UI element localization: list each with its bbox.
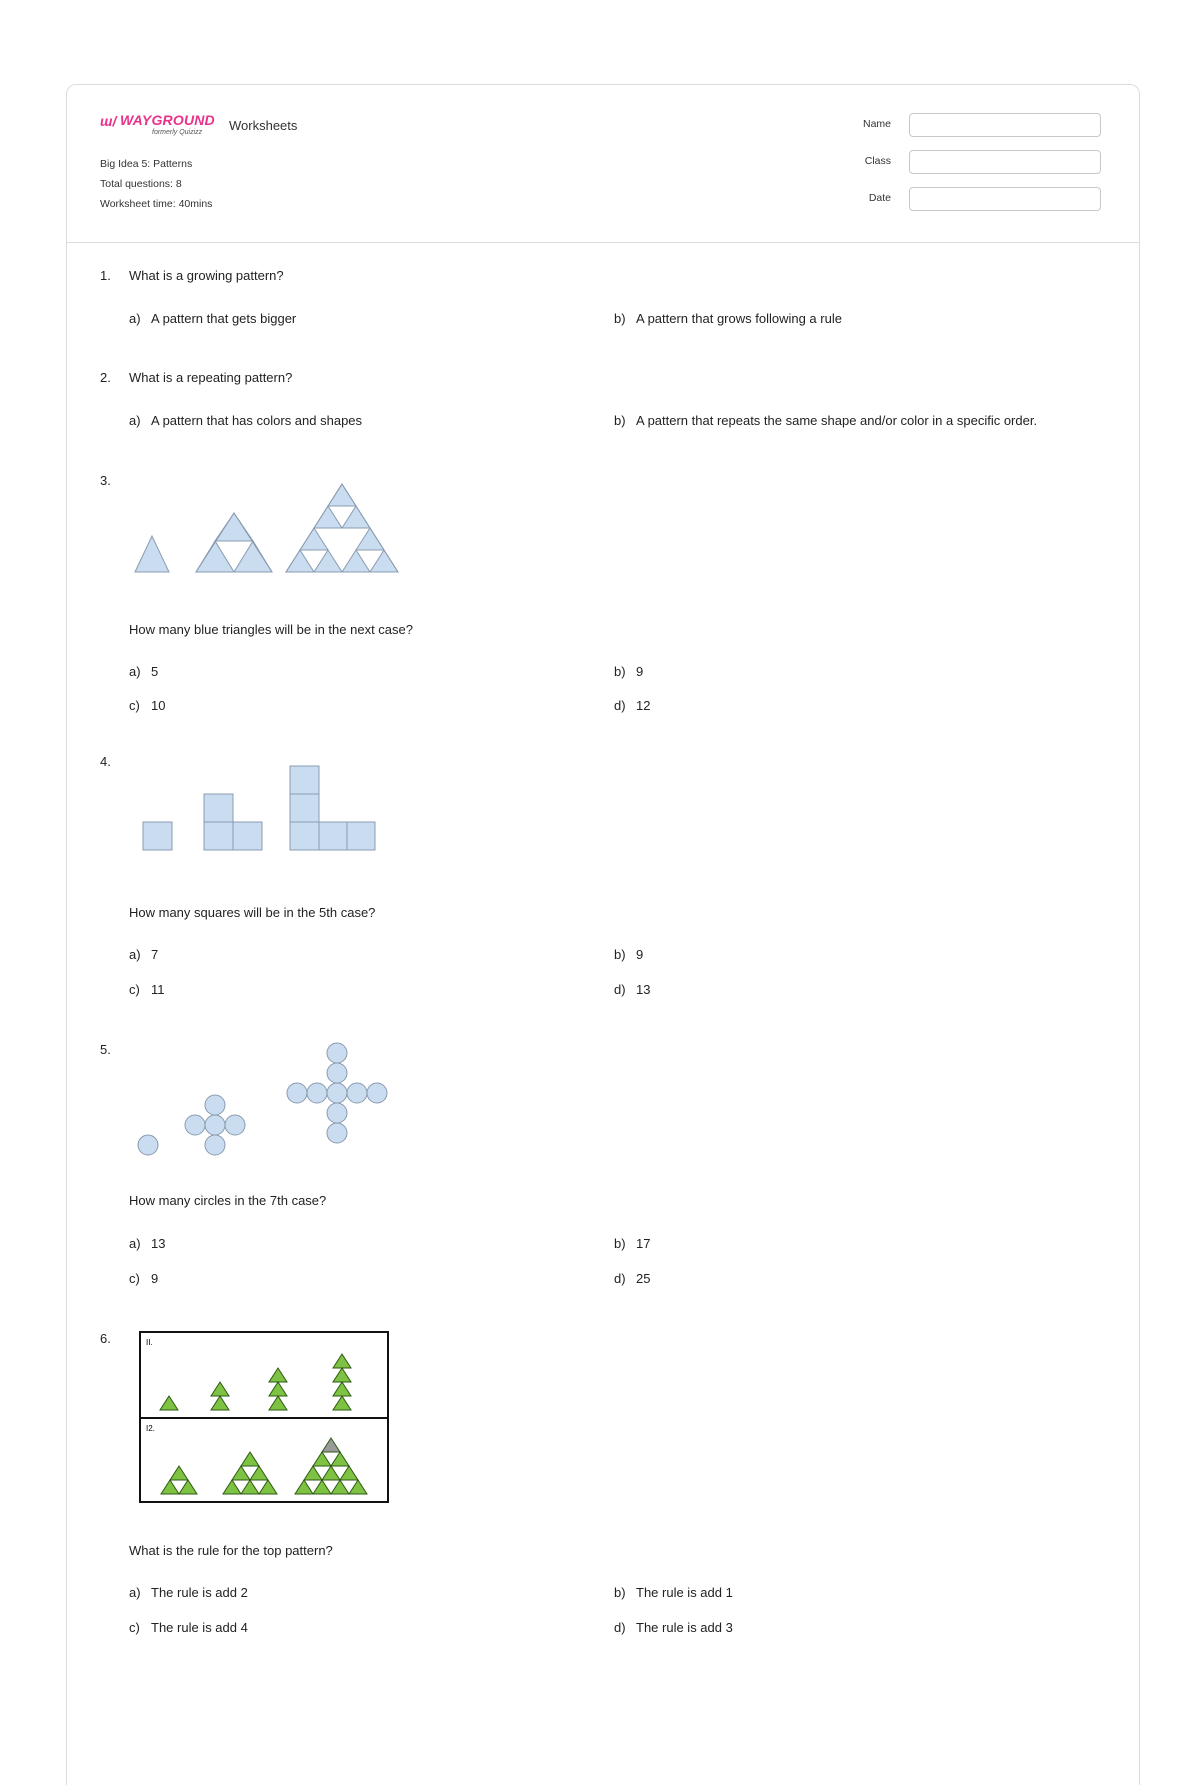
question-number: 3. <box>100 473 111 488</box>
worksheet-title: Big Idea 5: Patterns <box>100 158 193 170</box>
option-text: A pattern that grows following a rule <box>636 311 842 326</box>
circle-shape <box>327 1063 347 1083</box>
option-text: The rule is add 1 <box>636 1585 733 1600</box>
figure-label: I2. <box>146 1424 155 1433</box>
worksheet-time: Worksheet time: 40mins <box>100 198 213 210</box>
option-text: 13 <box>151 1236 166 1251</box>
triangle-shape <box>300 528 328 550</box>
circle-shape <box>347 1083 367 1103</box>
circle-shape <box>205 1095 225 1115</box>
question-number: 2. <box>100 370 111 385</box>
option-text: 7 <box>151 947 159 962</box>
square-shape <box>290 766 319 794</box>
answer-option[interactable] <box>129 311 296 326</box>
option-letter: d) <box>614 1620 626 1635</box>
logo-subtitle: formerly Quizizz <box>152 129 203 136</box>
answer-option[interactable] <box>614 311 842 326</box>
option-letter: b) <box>614 1585 626 1600</box>
question-number: 6. <box>100 1331 111 1346</box>
name-label: Name <box>862 118 891 130</box>
option-letter: c) <box>129 1271 140 1286</box>
answer-option[interactable] <box>614 1585 733 1600</box>
option-letter: d) <box>614 1271 626 1286</box>
question-text: What is a repeating pattern? <box>129 370 293 385</box>
logo-mark-icon: ɯ/ <box>100 113 117 129</box>
class-field[interactable] <box>909 150 1101 174</box>
option-text: The rule is add 3 <box>636 1620 733 1635</box>
triangle-shape <box>342 550 370 572</box>
triangle-shape <box>356 528 384 550</box>
logo-text: WAYGROUND <box>120 112 215 128</box>
answer-option[interactable] <box>614 1271 650 1286</box>
answer-option[interactable] <box>129 1271 158 1286</box>
option-letter: d) <box>614 698 626 713</box>
triangle-shape <box>342 506 370 528</box>
option-text: The rule is add 2 <box>151 1585 248 1600</box>
app-name: Worksheets <box>229 118 298 133</box>
square-shape <box>347 822 375 850</box>
circle-shape <box>327 1103 347 1123</box>
square-pattern-figure <box>138 765 378 855</box>
square-shape <box>143 822 172 850</box>
circle-shape <box>138 1135 158 1155</box>
answer-option[interactable] <box>614 413 1037 428</box>
option-text: The rule is add 4 <box>151 1620 248 1635</box>
answer-option[interactable] <box>129 413 362 428</box>
option-text: 12 <box>636 698 651 713</box>
circle-shape <box>185 1115 205 1135</box>
triangle-shape <box>328 484 356 506</box>
option-letter: c) <box>129 698 140 713</box>
answer-option[interactable] <box>614 947 643 962</box>
answer-option[interactable] <box>614 698 650 713</box>
answer-option[interactable] <box>614 1236 650 1251</box>
option-text: 17 <box>636 1236 651 1251</box>
square-shape <box>204 794 233 822</box>
circle-shape <box>307 1083 327 1103</box>
option-text: 9 <box>151 1271 159 1286</box>
date-label: Date <box>868 192 891 204</box>
circle-shape <box>327 1083 347 1103</box>
green-triangle-pattern-figure <box>138 1330 390 1510</box>
class-label: Class <box>864 155 891 167</box>
square-shape <box>290 822 319 850</box>
question-text: How many circles in the 7th case? <box>129 1193 327 1208</box>
square-shape <box>290 794 319 822</box>
square-shape <box>319 822 347 850</box>
question-number: 5. <box>100 1042 111 1057</box>
circle-shape <box>327 1043 347 1063</box>
option-text: A pattern that repeats the same shape and/or color in a specific order. <box>636 413 1038 428</box>
circle-shape <box>367 1083 387 1103</box>
answer-option[interactable] <box>129 664 158 679</box>
triangle-shape <box>370 550 398 572</box>
circle-shape <box>205 1115 225 1135</box>
circle-shape <box>205 1135 225 1155</box>
option-letter: a) <box>129 1236 141 1251</box>
option-letter: c) <box>129 1620 140 1635</box>
option-text: 10 <box>151 698 166 713</box>
option-letter: d) <box>614 982 626 997</box>
option-letter: b) <box>614 311 626 326</box>
answer-option[interactable] <box>129 1620 248 1635</box>
option-letter: a) <box>129 1585 141 1600</box>
question-text: How many blue triangles will be in the next case? <box>129 622 413 637</box>
wayground-logo <box>100 112 215 142</box>
answer-option[interactable] <box>129 947 158 962</box>
question-text: How many squares will be in the 5th case? <box>129 905 376 920</box>
option-text: 13 <box>636 982 651 997</box>
worksheet-header <box>67 85 1139 243</box>
option-text: 9 <box>636 664 644 679</box>
triangle-shape <box>196 541 234 572</box>
triangle-shape <box>314 506 342 528</box>
total-questions: Total questions: 8 <box>100 178 182 190</box>
option-text: 5 <box>151 664 159 679</box>
answer-option[interactable] <box>614 1620 733 1635</box>
option-text: A pattern that gets bigger <box>151 311 297 326</box>
option-text: 11 <box>151 982 165 997</box>
option-letter: c) <box>129 982 140 997</box>
triangle-pattern-figure <box>130 480 400 580</box>
circle-shape <box>327 1123 347 1143</box>
circle-shape <box>225 1115 245 1135</box>
square-shape <box>204 822 233 850</box>
answer-option[interactable] <box>129 698 165 713</box>
circle-pattern-figure <box>130 1042 400 1162</box>
option-text: 9 <box>636 947 644 962</box>
triangle-shape <box>314 550 342 572</box>
option-letter: a) <box>129 947 141 962</box>
triangle-shape <box>234 541 272 572</box>
triangle-shape <box>135 536 169 572</box>
answer-option[interactable] <box>614 664 643 679</box>
question-text: What is the rule for the top pattern? <box>129 1543 333 1558</box>
circle-shape <box>287 1083 307 1103</box>
option-text: A pattern that has colors and shapes <box>151 413 363 428</box>
date-field[interactable] <box>909 187 1101 211</box>
option-letter: a) <box>129 664 141 679</box>
option-text: 25 <box>636 1271 651 1286</box>
answer-option[interactable] <box>129 1585 248 1600</box>
option-letter: a) <box>129 413 141 428</box>
triangle-shape <box>286 550 314 572</box>
option-letter: b) <box>614 664 626 679</box>
triangle-shape <box>215 513 253 541</box>
answer-option[interactable] <box>129 982 165 997</box>
square-shape <box>233 822 262 850</box>
option-letter: b) <box>614 1236 626 1251</box>
option-letter: b) <box>614 413 626 428</box>
option-letter: b) <box>614 947 626 962</box>
name-field[interactable] <box>909 113 1101 137</box>
question-text: What is a growing pattern? <box>129 268 284 283</box>
option-letter: a) <box>129 311 141 326</box>
answer-option[interactable] <box>614 982 650 997</box>
question-number: 4. <box>100 754 111 769</box>
worksheet-page <box>66 84 1140 1785</box>
figure-label: II. <box>146 1338 153 1347</box>
question-number: 1. <box>100 268 111 283</box>
answer-option[interactable] <box>129 1236 165 1251</box>
